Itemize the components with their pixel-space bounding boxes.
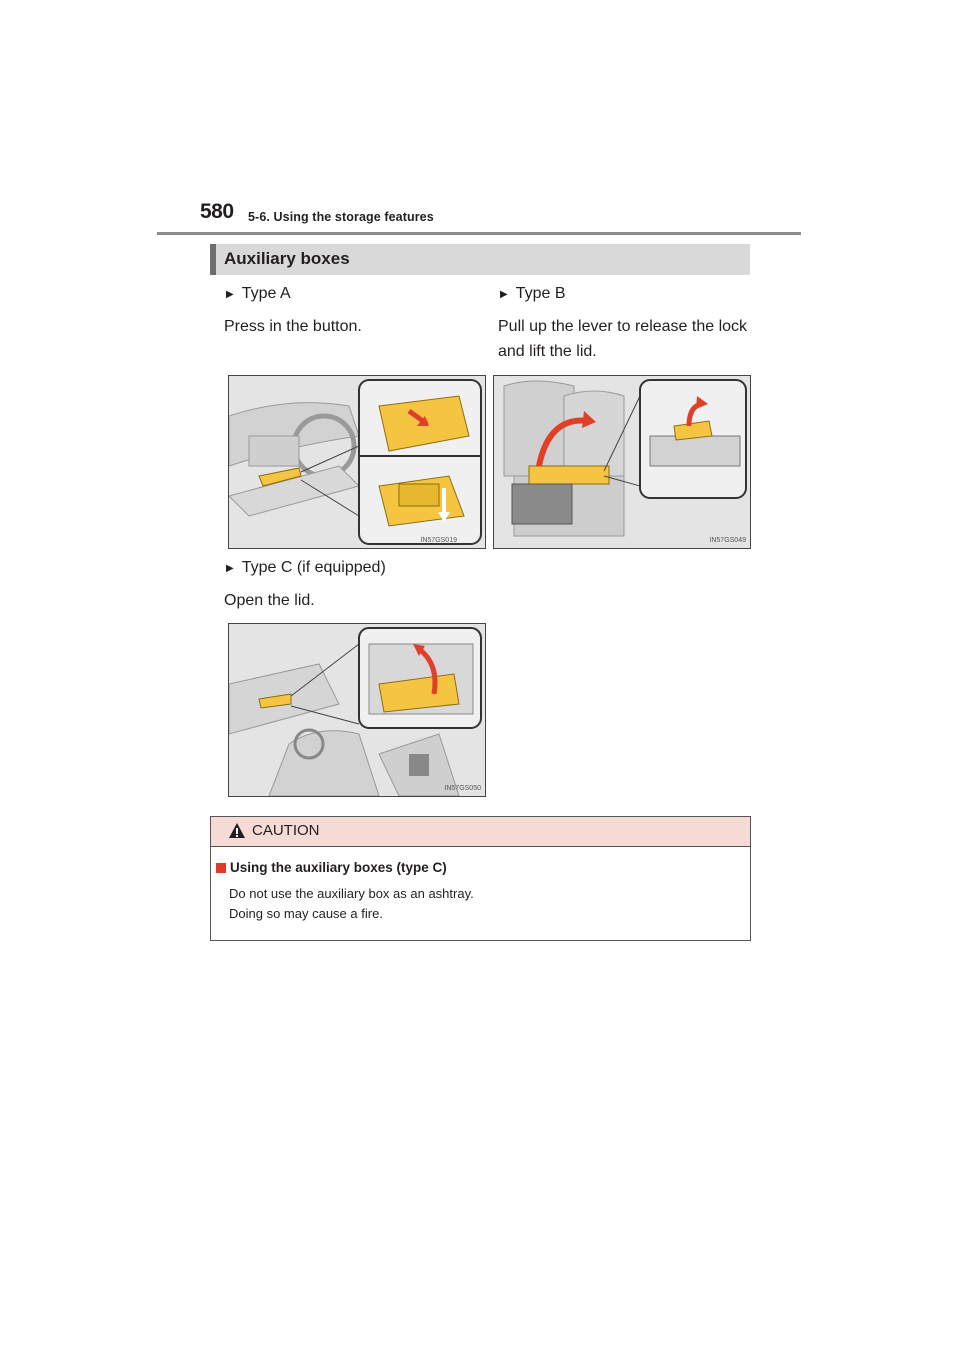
type-a-instruction-line: Press in the button. <box>224 318 362 335</box>
header-rule <box>157 232 801 235</box>
type-c-image-code: IN57GS050 <box>444 785 481 792</box>
caution-item-title: Using the auxiliary boxes (type C) <box>230 860 447 875</box>
type-c-instruction-line: Open the lid. <box>224 592 315 609</box>
type-b-image-code: IN57GS049 <box>709 537 746 544</box>
type-a-label <box>226 285 291 303</box>
type-c-label-text: Type C (if equipped) <box>241 559 386 576</box>
caution-item-heading <box>216 860 447 875</box>
page-number: 580 <box>200 200 234 223</box>
type-a-image-code: IN57GS019 <box>420 537 457 544</box>
type-b-label <box>500 285 566 303</box>
section-heading-accent <box>210 244 216 275</box>
type-a-label-text: Type A <box>241 285 291 302</box>
caution-title: CAUTION <box>252 822 320 839</box>
triangle-bullet-icon: ▶ <box>500 288 508 300</box>
type-b-illustration <box>493 375 751 549</box>
type-c-instruction <box>224 588 315 613</box>
chapter-title: 5-6. Using the storage features <box>248 210 434 224</box>
caution-line-1: Do not use the auxiliary box as an ashtray. <box>229 886 474 901</box>
triangle-bullet-icon: ▶ <box>226 288 234 300</box>
type-a-instruction <box>224 314 362 339</box>
warning-triangle-icon <box>228 822 246 844</box>
type-a-illustration <box>228 375 486 549</box>
type-b-instruction-line-1: Pull up the lever to release the lock <box>498 318 748 335</box>
type-b-label-text: Type B <box>515 285 566 302</box>
type-c-label <box>226 559 386 577</box>
type-c-illustration <box>228 623 486 797</box>
type-b-instruction-line-2: and lift the lid. <box>498 343 597 360</box>
caution-line-2: Doing so may cause a fire. <box>229 906 383 921</box>
red-square-bullet-icon <box>216 863 226 873</box>
type-b-instruction <box>498 314 747 364</box>
section-title: Auxiliary boxes <box>224 249 350 268</box>
triangle-bullet-icon: ▶ <box>226 562 234 574</box>
